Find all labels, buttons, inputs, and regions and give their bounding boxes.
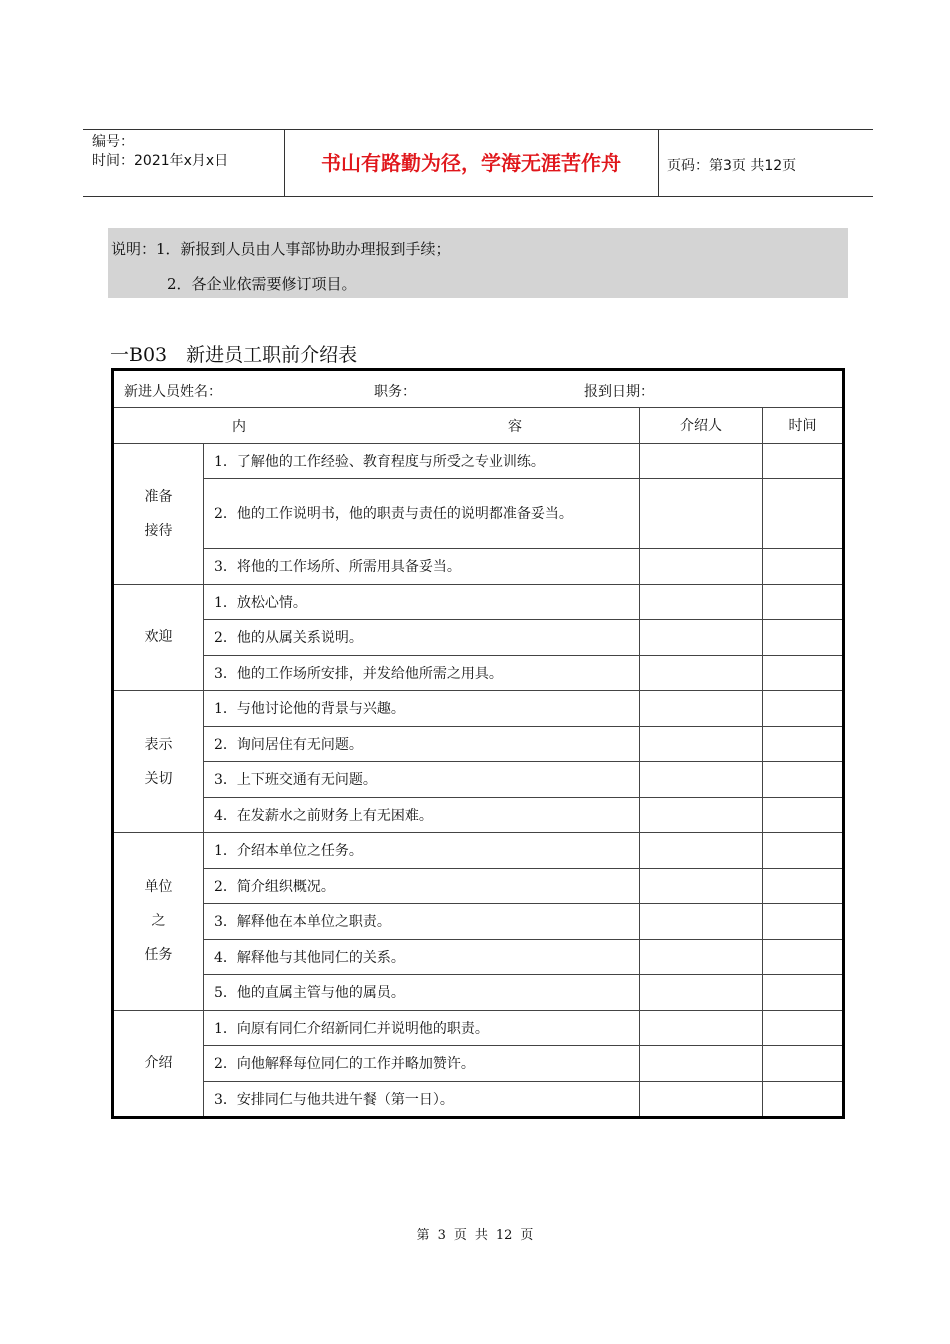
item-cell: 3．上下班交通有无问题。 (204, 762, 640, 798)
time-cell[interactable] (763, 939, 844, 975)
category-cell (113, 691, 204, 833)
item-cell: 3．安排同仁与他共进午餐（第一日）。 (204, 1081, 640, 1118)
time-cell[interactable] (763, 868, 844, 904)
category-cell (113, 1010, 204, 1118)
header-motto: 书山有路勤为径，学海无涯苦作舟 (321, 151, 621, 175)
introducer-cell[interactable] (640, 1081, 763, 1118)
table-row (113, 620, 844, 656)
footer-current-page: 3 (437, 1228, 446, 1243)
footer-text: 共 (474, 1228, 488, 1243)
info-row (113, 370, 844, 408)
page-footer (0, 1224, 950, 1243)
item-cell: 2．询问居住有无问题。 (204, 726, 640, 762)
time-cell[interactable] (763, 1046, 844, 1082)
item-cell: 4．解释他与其他同仁的关系。 (204, 939, 640, 975)
time-cell[interactable] (763, 479, 844, 549)
item-cell: 2．向他解释每位同仁的工作并略加赞许。 (204, 1046, 640, 1082)
table-row (113, 868, 844, 904)
introducer-cell[interactable] (640, 1010, 763, 1046)
table-row (113, 939, 844, 975)
item-cell: 5．他的直属主管与他的属员。 (204, 975, 640, 1011)
footer-text: 页 (453, 1228, 467, 1243)
time-cell[interactable] (763, 443, 844, 479)
introducer-cell[interactable] (640, 655, 763, 691)
time-cell[interactable] (763, 655, 844, 691)
introducer-cell[interactable] (640, 975, 763, 1011)
introducer-cell[interactable] (640, 691, 763, 727)
footer-text: 页 (520, 1228, 534, 1243)
time-cell[interactable] (763, 833, 844, 869)
header-number: 编号： (92, 134, 134, 150)
item-cell: 1．向原有同仁介绍新同仁并说明他的职责。 (204, 1010, 640, 1046)
introducer-cell[interactable] (640, 726, 763, 762)
time-cell[interactable] (763, 549, 844, 585)
form-title: 一B03 新进员工职前介绍表 (110, 344, 358, 366)
content-header-2: 容 (508, 419, 522, 435)
column-header-row (113, 408, 844, 444)
introducer-cell[interactable] (640, 479, 763, 549)
introducer-cell[interactable] (640, 797, 763, 833)
introducer-cell[interactable] (640, 904, 763, 940)
category-cell (113, 443, 204, 584)
header-page-number: 页码：第3页 共12页 (667, 158, 797, 174)
content-header (113, 408, 640, 444)
table-row (113, 655, 844, 691)
category-cell (113, 584, 204, 691)
introducer-header: 介绍人 (640, 408, 763, 444)
introducer-cell[interactable] (640, 939, 763, 975)
introducer-cell[interactable] (640, 443, 763, 479)
table-row (113, 833, 844, 869)
content-header-1: 内 (232, 419, 246, 435)
table-row (113, 762, 844, 798)
time-cell[interactable] (763, 691, 844, 727)
header-time: 时间：2021年x月x日 (92, 153, 229, 169)
name-label: 新进人员姓名： (124, 384, 222, 400)
time-cell[interactable] (763, 726, 844, 762)
table-row (113, 1081, 844, 1118)
table-row (113, 584, 844, 620)
table-row (113, 904, 844, 940)
category-label: 准备 (144, 488, 173, 505)
time-cell[interactable] (763, 904, 844, 940)
header-bottom-rule (83, 196, 873, 197)
table-row (113, 726, 844, 762)
item-cell: 2．他的从属关系说明。 (204, 620, 640, 656)
category-label: 单位 (144, 879, 173, 896)
time-cell[interactable] (763, 584, 844, 620)
item-cell: 4．在发薪水之前财务上有无困难。 (204, 797, 640, 833)
time-cell[interactable] (763, 620, 844, 656)
item-cell: 1．放松心情。 (204, 584, 640, 620)
table-row (113, 691, 844, 727)
category-label: 之 (151, 913, 166, 930)
item-cell: 1．与他讨论他的背景与兴趣。 (204, 691, 640, 727)
introducer-cell[interactable] (640, 762, 763, 798)
table-row (113, 1046, 844, 1082)
item-cell: 2．他的工作说明书，他的职责与责任的说明都准备妥当。 (204, 479, 640, 549)
header-meta (92, 133, 228, 171)
introducer-cell[interactable] (640, 833, 763, 869)
note-line-2: 2．各企业依需要修订项目。 (167, 275, 357, 293)
item-cell: 1．介绍本单位之任务。 (204, 833, 640, 869)
introducer-cell[interactable] (640, 868, 763, 904)
category-label: 任务 (144, 947, 173, 964)
table-row (113, 797, 844, 833)
note-line-1: 说明：1．新报到人员由人事部协助办理报到手续； (111, 240, 451, 258)
category-label: 欢迎 (144, 629, 173, 646)
table-row (113, 975, 844, 1011)
category-cell (113, 833, 204, 1011)
footer-text: 第 (416, 1228, 430, 1243)
time-cell[interactable] (763, 797, 844, 833)
introducer-cell[interactable] (640, 584, 763, 620)
header-divider (658, 129, 659, 196)
introducer-cell[interactable] (640, 1046, 763, 1082)
header-top-rule (83, 129, 873, 130)
position-label: 职务： (374, 384, 416, 400)
item-cell: 2．简介组织概况。 (204, 868, 640, 904)
date-label: 报到日期： (584, 384, 654, 400)
introduction-form-table (111, 368, 845, 1119)
item-cell: 3．将他的工作场所、所需用具备妥当。 (204, 549, 640, 585)
time-cell[interactable] (763, 762, 844, 798)
time-cell[interactable] (763, 1081, 844, 1118)
item-cell: 1．了解他的工作经验、教育程度与所受之专业训练。 (204, 443, 640, 479)
category-label: 介绍 (144, 1055, 173, 1072)
time-cell[interactable] (763, 1010, 844, 1046)
category-label: 接待 (144, 522, 173, 539)
time-cell[interactable] (763, 975, 844, 1011)
table-row (113, 549, 844, 585)
table-row (113, 443, 844, 479)
table-row (113, 1010, 844, 1046)
footer-total-pages: 12 (495, 1228, 513, 1243)
info-cell (113, 370, 844, 408)
time-header: 时间 (763, 408, 844, 444)
item-cell: 3．解释他在本单位之职责。 (204, 904, 640, 940)
item-cell: 3．他的工作场所安排，并发给他所需之用具。 (204, 655, 640, 691)
introducer-cell[interactable] (640, 620, 763, 656)
introducer-cell[interactable] (640, 549, 763, 585)
category-label: 关切 (144, 770, 173, 787)
table-row (113, 479, 844, 549)
category-label: 表示 (144, 736, 173, 753)
